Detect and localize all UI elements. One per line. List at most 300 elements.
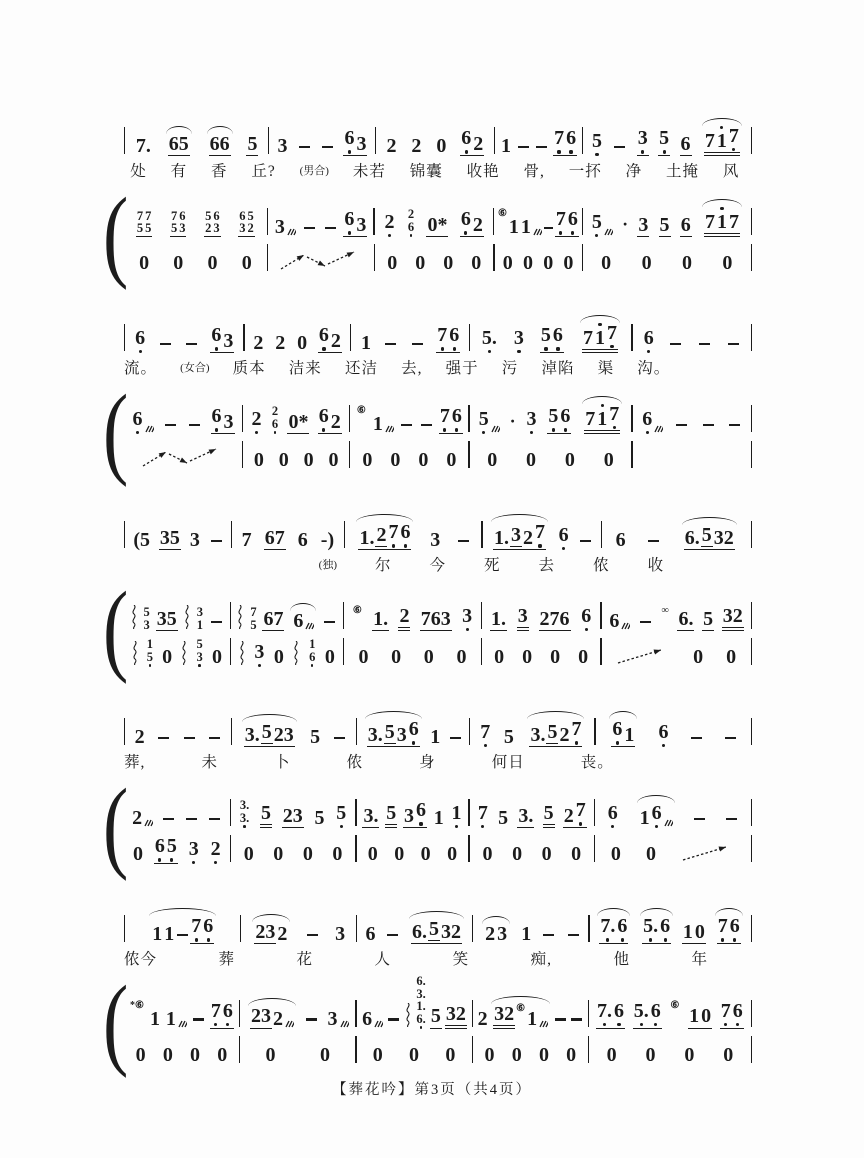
note: 0 bbox=[418, 449, 429, 471]
note: 5. bbox=[643, 915, 659, 938]
system-brace: ( bbox=[103, 965, 129, 1079]
note: 1 bbox=[639, 807, 650, 829]
note: 0 bbox=[319, 1043, 330, 1066]
measure bbox=[232, 714, 356, 747]
note: 7 bbox=[728, 124, 739, 147]
lyric-word: 一抔 bbox=[568, 163, 602, 180]
low-octave-note bbox=[555, 209, 567, 234]
dash-rest bbox=[177, 934, 188, 936]
beam-group bbox=[688, 1006, 712, 1029]
note: 0* bbox=[427, 213, 448, 236]
note: 3 bbox=[356, 213, 367, 236]
measure bbox=[243, 450, 349, 470]
note: 1. bbox=[416, 999, 426, 1013]
beam-group bbox=[411, 922, 428, 945]
note: 1 bbox=[594, 327, 605, 349]
note: 0 bbox=[601, 252, 612, 274]
double-beam-group bbox=[543, 803, 555, 828]
note: 3 bbox=[274, 216, 285, 238]
note: 3. bbox=[367, 723, 383, 746]
dash-rest bbox=[388, 1018, 399, 1020]
low-octave-note bbox=[580, 606, 592, 631]
lyric-word: 他 bbox=[613, 951, 630, 968]
note: 5 bbox=[547, 721, 558, 743]
rhythm-line bbox=[124, 637, 752, 667]
double-beam-group bbox=[261, 722, 273, 747]
note: 3. bbox=[363, 804, 379, 827]
note: 6 bbox=[581, 604, 592, 627]
double-beam-group bbox=[722, 606, 744, 631]
beam-group bbox=[170, 210, 187, 238]
note: 0 bbox=[303, 449, 314, 471]
measure bbox=[595, 795, 750, 828]
note: 5 bbox=[503, 726, 514, 748]
barline bbox=[751, 441, 752, 468]
note: 5 bbox=[336, 801, 347, 824]
note: 0 bbox=[390, 449, 401, 471]
note: 2 bbox=[407, 207, 415, 222]
double-beam-group bbox=[428, 919, 440, 944]
note: 0 bbox=[603, 449, 614, 471]
beam-group bbox=[136, 210, 153, 238]
beam-group bbox=[210, 325, 234, 353]
note: 0 bbox=[578, 646, 589, 668]
note: 0 bbox=[494, 646, 505, 668]
note: 7 bbox=[606, 321, 617, 344]
note: 1. bbox=[491, 607, 507, 630]
beam-group bbox=[159, 528, 181, 551]
measure bbox=[602, 645, 751, 667]
beam-group bbox=[436, 325, 460, 353]
note: 0 bbox=[571, 843, 582, 865]
barline bbox=[751, 835, 752, 862]
note: 3. bbox=[518, 804, 534, 827]
beam-group bbox=[318, 325, 342, 353]
lyric-word: 今 bbox=[429, 557, 447, 574]
note: 0 bbox=[645, 843, 656, 865]
low-octave-note bbox=[729, 916, 741, 941]
note: 2 bbox=[477, 1007, 488, 1030]
measure bbox=[589, 1045, 750, 1065]
note: 0 bbox=[391, 646, 402, 668]
note: 2 bbox=[277, 923, 288, 945]
accomp-line bbox=[124, 975, 752, 1029]
measure bbox=[583, 118, 750, 156]
accomp-line bbox=[124, 778, 752, 828]
accompaniment-group bbox=[103, 768, 752, 882]
low-octave-note bbox=[651, 803, 663, 828]
tremolo-note bbox=[131, 808, 153, 828]
note: 65 bbox=[168, 132, 189, 155]
note: 6 bbox=[642, 407, 653, 430]
note: 3. bbox=[416, 986, 426, 1001]
dash-rest bbox=[299, 146, 310, 148]
technique-mark: *⑥ bbox=[129, 999, 144, 1011]
lyric-word: 污 bbox=[501, 360, 519, 377]
note: 1 bbox=[430, 726, 441, 748]
note: 0 bbox=[387, 252, 398, 274]
measure bbox=[357, 1045, 472, 1065]
dash-rest bbox=[334, 737, 345, 739]
dash-rest bbox=[640, 621, 651, 623]
note: 0 bbox=[484, 1043, 495, 1066]
beam-group bbox=[680, 134, 692, 157]
note: 0 bbox=[135, 1043, 146, 1066]
chord-stack bbox=[308, 638, 316, 667]
measure bbox=[483, 514, 601, 550]
technique-mark: ⑥ bbox=[356, 405, 366, 417]
note: 6 bbox=[732, 999, 743, 1022]
measure bbox=[590, 908, 751, 944]
low-octave-note bbox=[210, 1001, 222, 1026]
low-octave-note bbox=[154, 836, 166, 861]
note: 0 bbox=[445, 1043, 456, 1066]
measure bbox=[241, 914, 356, 945]
lyric-word: 侬今 bbox=[124, 951, 158, 968]
low-octave-note bbox=[477, 803, 489, 828]
double-beam-group bbox=[260, 803, 272, 828]
augmentation-dot: · bbox=[509, 411, 516, 431]
note: 276 bbox=[539, 607, 570, 630]
note: 7 bbox=[582, 327, 593, 349]
note: 0 bbox=[367, 843, 378, 865]
beam-group bbox=[250, 1006, 272, 1029]
beam-group bbox=[682, 922, 706, 945]
beam-group bbox=[396, 719, 420, 747]
tremolo-note bbox=[327, 1009, 349, 1029]
beam-group bbox=[367, 725, 384, 748]
note: 0 bbox=[243, 843, 254, 865]
note: 2 bbox=[376, 524, 387, 546]
note: 5 bbox=[659, 127, 670, 150]
note: 5 bbox=[592, 129, 603, 152]
low-octave-note bbox=[251, 409, 263, 434]
low-octave-note bbox=[448, 325, 460, 350]
chord-stack bbox=[415, 975, 426, 1029]
note: 23 bbox=[282, 804, 303, 827]
slur-group bbox=[408, 911, 465, 944]
lyric-word: 锦囊 bbox=[409, 163, 443, 180]
high-octave-note bbox=[596, 404, 608, 429]
note: 6 bbox=[560, 405, 571, 428]
note: 1 bbox=[501, 135, 512, 157]
slur-group bbox=[636, 795, 676, 828]
note: 6 bbox=[614, 999, 625, 1022]
slur-group bbox=[148, 908, 217, 944]
dash-rest bbox=[543, 934, 554, 936]
low-octave-note bbox=[479, 722, 491, 747]
lyric-word: 侬 bbox=[346, 754, 364, 771]
beam-group bbox=[717, 916, 741, 944]
note: 5 bbox=[548, 405, 559, 428]
note: 6 bbox=[615, 529, 626, 551]
measure bbox=[245, 325, 350, 353]
lyric-word: 痴, bbox=[530, 951, 552, 968]
chord-stack bbox=[146, 638, 154, 667]
note: 0 bbox=[241, 252, 252, 274]
beam-group bbox=[558, 719, 582, 747]
dash-rest bbox=[555, 1018, 566, 1020]
measure bbox=[124, 210, 267, 238]
measure bbox=[633, 409, 751, 434]
measure bbox=[231, 844, 355, 864]
note: 2 bbox=[559, 723, 570, 746]
tremolo-note bbox=[132, 409, 154, 434]
double-beam-group bbox=[510, 525, 522, 550]
tremolo-note bbox=[591, 212, 613, 237]
lyric-word: 何日 bbox=[491, 754, 525, 771]
note: 7 bbox=[241, 529, 252, 551]
measure bbox=[633, 328, 751, 353]
note: 7 bbox=[571, 718, 582, 741]
note: 6 bbox=[344, 127, 355, 150]
measure bbox=[602, 517, 751, 550]
note: 1 bbox=[527, 1007, 538, 1030]
measure bbox=[124, 444, 242, 470]
measure bbox=[376, 128, 494, 156]
arpeggio-wave-icon bbox=[292, 641, 299, 665]
low-octave-note bbox=[633, 1001, 650, 1026]
dash-rest bbox=[211, 540, 222, 542]
barline bbox=[751, 1000, 752, 1027]
slur-group bbox=[355, 514, 414, 550]
measure bbox=[470, 844, 594, 864]
low-octave-note bbox=[559, 406, 571, 431]
lyric-word: 收 bbox=[647, 557, 665, 574]
rhythm-line bbox=[124, 440, 752, 470]
note: 67 bbox=[264, 526, 285, 549]
dash-rest bbox=[568, 934, 579, 936]
slur-group bbox=[241, 714, 298, 747]
note: 0 bbox=[471, 252, 482, 274]
beam-group bbox=[156, 609, 178, 632]
measure bbox=[351, 325, 469, 353]
note: 7 bbox=[437, 324, 448, 347]
barline bbox=[751, 521, 752, 548]
note: 0 bbox=[173, 252, 184, 274]
note: 0 bbox=[726, 646, 737, 668]
beam-group bbox=[362, 806, 379, 829]
note: 1 bbox=[597, 408, 608, 430]
beam-group bbox=[522, 522, 546, 550]
note: 7 bbox=[554, 127, 565, 150]
note: 0 bbox=[502, 252, 513, 274]
arpeggio-wave-icon bbox=[130, 605, 137, 629]
note: 6 bbox=[729, 915, 740, 938]
barline bbox=[751, 718, 752, 745]
double-beam-group bbox=[584, 404, 620, 434]
note: 5 bbox=[145, 221, 152, 235]
low-octave-note bbox=[567, 209, 579, 234]
note: 5 bbox=[146, 649, 153, 664]
beam-group bbox=[358, 528, 375, 551]
note: 0 bbox=[273, 646, 284, 668]
melody-line bbox=[124, 112, 752, 156]
note: 0 bbox=[443, 252, 454, 274]
tremolo-note bbox=[292, 611, 314, 631]
note: 0 bbox=[394, 843, 405, 865]
note: 6 bbox=[318, 324, 329, 347]
dash-rest bbox=[307, 934, 318, 936]
note: 6 bbox=[154, 835, 165, 858]
dash-rest bbox=[614, 146, 625, 148]
lyric-word: 花 bbox=[296, 951, 314, 968]
note: 6 bbox=[451, 405, 462, 428]
note: 5 bbox=[478, 407, 489, 430]
dash-rest bbox=[536, 146, 547, 148]
low-octave-note bbox=[481, 328, 498, 353]
measure bbox=[124, 406, 242, 434]
note: 3 bbox=[513, 326, 524, 349]
note: 0 bbox=[278, 449, 289, 471]
measure bbox=[583, 199, 750, 237]
beam-group bbox=[637, 215, 649, 238]
measure bbox=[124, 836, 230, 864]
melody-line bbox=[124, 309, 752, 353]
note: 3 bbox=[239, 221, 246, 235]
dash-rest bbox=[189, 424, 200, 426]
note: 7 bbox=[704, 130, 715, 152]
note: 6 bbox=[651, 801, 662, 824]
note: 7 bbox=[145, 208, 152, 223]
note: 35 bbox=[159, 526, 180, 549]
low-octave-note bbox=[407, 221, 415, 237]
lyric-word: 死 bbox=[484, 557, 501, 574]
beam-group bbox=[553, 128, 577, 156]
low-octave-note bbox=[271, 418, 279, 434]
note: 5 bbox=[701, 524, 712, 546]
note: 1 bbox=[372, 413, 383, 435]
chord-stack bbox=[136, 210, 144, 235]
note: 5 bbox=[196, 637, 203, 652]
low-octave-note bbox=[717, 916, 729, 941]
lyric-word: 沟。 bbox=[637, 360, 671, 377]
note: 7 bbox=[728, 211, 739, 233]
lyric-word: 香 bbox=[211, 163, 228, 180]
melody-line bbox=[124, 506, 752, 550]
measure bbox=[473, 1045, 588, 1065]
note: 6 bbox=[400, 521, 411, 544]
note: 3 bbox=[335, 923, 346, 945]
note: 5 bbox=[250, 617, 257, 632]
dash-rest bbox=[324, 621, 335, 623]
accomp-line bbox=[124, 581, 752, 631]
note: 6 bbox=[222, 999, 233, 1022]
lyric-word: 去, bbox=[401, 360, 423, 377]
note: 7 bbox=[720, 999, 731, 1022]
note: 0 bbox=[190, 1043, 201, 1066]
lyric-word: 未若 bbox=[352, 163, 386, 180]
lyric-word: 葬 bbox=[218, 951, 236, 968]
beam-group bbox=[262, 609, 284, 632]
beam-group bbox=[426, 215, 448, 238]
low-octave-note bbox=[196, 651, 204, 667]
note: 6 bbox=[309, 649, 316, 664]
note: 1 bbox=[360, 332, 371, 354]
note: 2 bbox=[210, 837, 221, 860]
lyrics-line bbox=[124, 157, 752, 183]
note: 5 bbox=[261, 721, 272, 743]
note: 0 bbox=[543, 252, 554, 274]
double-beam-group bbox=[384, 722, 396, 747]
dash-rest bbox=[158, 737, 169, 739]
low-octave-note bbox=[318, 325, 330, 350]
low-octave-note bbox=[540, 325, 552, 350]
measure bbox=[231, 603, 343, 631]
measure bbox=[240, 998, 355, 1029]
note: 3 bbox=[213, 221, 220, 235]
note: 0 bbox=[684, 1043, 695, 1066]
note: 0 bbox=[522, 646, 533, 668]
measure bbox=[470, 711, 594, 747]
measure bbox=[470, 450, 631, 470]
lyrics-line bbox=[124, 354, 752, 380]
note: 0 bbox=[217, 1043, 228, 1066]
low-octave-note bbox=[650, 1001, 662, 1026]
slur-group bbox=[206, 126, 234, 157]
note: 0 bbox=[211, 646, 222, 668]
measure bbox=[357, 975, 472, 1029]
dash-rest bbox=[160, 343, 171, 345]
barline bbox=[751, 799, 752, 826]
music-system bbox=[103, 309, 752, 488]
note: 0 bbox=[446, 449, 457, 471]
dash-rest bbox=[209, 737, 220, 739]
beam-group bbox=[209, 134, 231, 157]
note: 6 bbox=[558, 523, 569, 546]
dash-rest bbox=[450, 737, 461, 739]
low-octave-note bbox=[720, 1001, 732, 1026]
low-octave-note bbox=[222, 1001, 234, 1026]
note: 6. bbox=[684, 526, 700, 549]
beam-group bbox=[517, 806, 534, 829]
note: 5 bbox=[260, 802, 271, 824]
note: 1 bbox=[164, 923, 175, 945]
system-brace: ( bbox=[103, 177, 129, 291]
note: 66 bbox=[209, 132, 230, 155]
note: 0 bbox=[139, 252, 150, 274]
barline bbox=[751, 324, 752, 351]
measure bbox=[357, 844, 469, 864]
music-system bbox=[103, 506, 752, 685]
system-brace: ( bbox=[103, 571, 129, 685]
low-octave-note bbox=[599, 916, 616, 941]
note: 0 bbox=[132, 843, 143, 865]
note: 5 bbox=[659, 213, 670, 236]
note: 2 bbox=[563, 804, 574, 827]
note: 2 bbox=[134, 726, 145, 748]
note: 3 bbox=[638, 213, 649, 236]
dash-rest bbox=[186, 343, 197, 345]
low-octave-note bbox=[513, 328, 525, 353]
note: 0 bbox=[694, 920, 705, 943]
dash-rest bbox=[518, 146, 529, 148]
low-octave-note bbox=[202, 916, 214, 941]
note: 5 bbox=[166, 835, 177, 858]
measure bbox=[268, 247, 374, 273]
note: 7. bbox=[600, 915, 616, 938]
low-octave-note bbox=[408, 719, 420, 744]
note: 0* bbox=[288, 410, 309, 433]
note: 1. bbox=[359, 526, 375, 549]
note: 0 bbox=[681, 252, 692, 274]
note: 32 bbox=[445, 1002, 466, 1025]
slur-group bbox=[364, 711, 423, 747]
note: 5 bbox=[591, 210, 602, 233]
note: 6. bbox=[411, 920, 427, 943]
arpeggio-wave-icon bbox=[183, 605, 190, 629]
note: 1 bbox=[152, 923, 163, 945]
